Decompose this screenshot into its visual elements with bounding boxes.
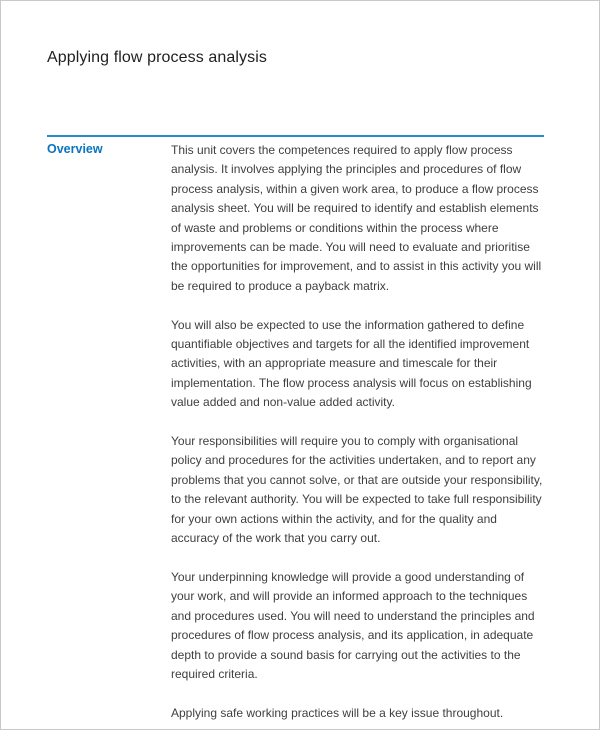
overview-paragraph: This unit covers the competences required to apply flow process analysis. It involves applying the principles and procedures of flow process analysis, within a given work area, to produce a flow process analysis sheet. You will be required to identify and establish elements of waste and problems or conditions within the process where improvements can be made. You will need to evaluate and prioritise the opportunities for improvement, and to assist in this activity you will be required to produce a payback matrix.	[171, 143, 542, 293]
page-title: Applying flow process analysis	[47, 49, 267, 66]
overview-body	[171, 141, 544, 723]
document-content	[1, 1, 599, 723]
overview-label: Overview	[47, 142, 103, 156]
overview-paragraph: Your underpinning knowledge will provide a good understanding of your work, and will provide an informed approach to the techniques and procedures used. You will need to understand the principles and procedures of flow process analysis, and its application, in adequate depth to provide a sound basis for carrying out the activities to the required criteria.	[171, 569, 535, 681]
overview-paragraph: Your responsibilities will require you to comply with organisational policy and procedures for the activities undertaken, and to report any problems that you cannot solve, or that are outside your responsibility, to the relevant authority. You will be expected to take full responsibility for your own actions within the activity, and for the quality and accuracy of the work that you carry out.	[171, 434, 543, 546]
overview-paragraph: You will also be expected to use the information gathered to define quantifiable objectives and targets for all the identified improvement activities, with an appropriate measure and timescale for their implementation. The flow process analysis will focus on establishing value added and non-value added activity.	[171, 317, 532, 410]
section-divider	[47, 135, 544, 137]
overview-paragraph: Applying safe working practices will be a key issue throughout.	[171, 705, 504, 720]
overview-section	[47, 141, 544, 723]
